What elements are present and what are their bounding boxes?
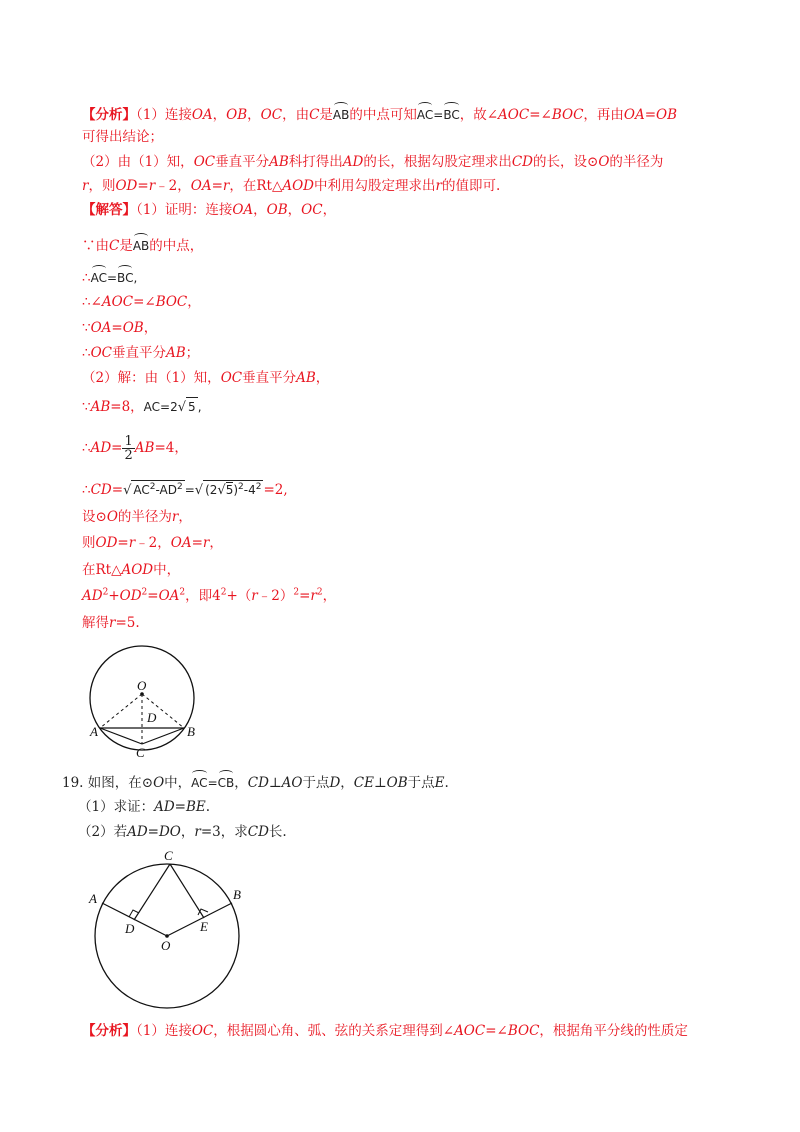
solution-line-4: ∴∠AOC=∠BOC， bbox=[82, 294, 201, 310]
label-b: B bbox=[187, 724, 195, 739]
arc-bc: BC bbox=[443, 103, 459, 124]
label-d2: D bbox=[125, 921, 135, 936]
solution-line-6: ∴OC垂直平分AB； bbox=[82, 345, 200, 361]
problem-19-question-1: （1）求证：AD=BE. bbox=[78, 799, 211, 815]
analysis-tag: 【分析】 bbox=[82, 107, 136, 123]
solution-line-5: ∵OA=OB， bbox=[82, 320, 158, 336]
solution-tag: 【解答】 bbox=[82, 202, 136, 218]
label-e2: E bbox=[200, 919, 208, 934]
solution-line-8: ∵AB=8，AC=2√ 5 , bbox=[82, 399, 202, 415]
figure-2-circle-diagram bbox=[85, 843, 255, 1018]
label-c: C bbox=[136, 745, 145, 760]
problem-19-question-2: （2）若AD=DO，r=3，求CD长. bbox=[78, 824, 287, 840]
solution-line-2: ∵由C是AB的中点， bbox=[82, 234, 203, 255]
label-a2: A bbox=[89, 891, 97, 906]
solution-line-14: $AD^2+OD^2=OA^2$，即$4^2+(r﹣2)^2=r^2$， bbox=[82, 587, 337, 604]
solution-line-7: （2）解：由（1）知，OC垂直平分AB， bbox=[82, 370, 330, 386]
solution-line-11: 设⊙O的半径为r， bbox=[82, 509, 192, 525]
problem-19-statement: 19. 如图，在⊙O中，AC=CB，CD⊥AO于点D，CE⊥OB于点E. bbox=[62, 771, 449, 792]
label-b2: B bbox=[233, 887, 241, 902]
segment-cd bbox=[134, 864, 170, 920]
analysis2-line-1: 【分析】（1）连接OC，根据圆心角、弧、弦的关系定理得到∠AOC=∠BOC，根据角平分线的性质定 bbox=[82, 1023, 688, 1039]
label-d: D bbox=[147, 710, 157, 725]
arc-ac: AC bbox=[417, 103, 433, 124]
solution-line-9: ∴AD= $\frac{1}{2}$ AB=4， bbox=[82, 434, 188, 463]
label-o2: O bbox=[161, 938, 171, 953]
fraction-half: $\frac{1}{2}$ bbox=[124, 434, 133, 463]
solution-line-10: ∴CD=√ $AC^2-AD^2$ =√ $(2√5)^2-4^2 =2$, bbox=[82, 482, 288, 498]
solution-line-15: 解得r=5. bbox=[82, 615, 140, 631]
dashed-oa bbox=[100, 694, 142, 728]
analysis-line-4: r，则OD=r﹣2，OA=r，在Rt△AOD中利用勾股定理求出r的值即可. bbox=[82, 178, 501, 194]
analysis-line-3: （2）由（1）知，OC垂直平分AB科打得出AD的长，根据勾股定理求出CD的长，设⊙O的半径为 bbox=[82, 154, 664, 170]
solution-line-12: 则OD=r﹣2，OA=r， bbox=[82, 535, 223, 551]
solution-line-3: ∴AC=BC, bbox=[82, 266, 137, 287]
analysis-line-1: 【分析】（1）连接OA，OB，OC，由C是AB的中点可知AC=BC，故∠AOC=∠BOC，再由OA=OB bbox=[82, 103, 677, 124]
label-o: O bbox=[137, 678, 147, 693]
label-a: A bbox=[90, 724, 98, 739]
label-c2: C bbox=[164, 848, 173, 863]
figure-1-circle-diagram bbox=[80, 640, 210, 765]
arc-ab: AB bbox=[333, 103, 349, 124]
analysis-line-2: 可得出结论； bbox=[82, 129, 163, 145]
solution-line-13: 在Rt△AOD中， bbox=[82, 562, 181, 578]
solution-line-1: 【解答】（1）证明：连接OA，OB，OC， bbox=[82, 202, 337, 218]
circle-o bbox=[90, 646, 194, 750]
